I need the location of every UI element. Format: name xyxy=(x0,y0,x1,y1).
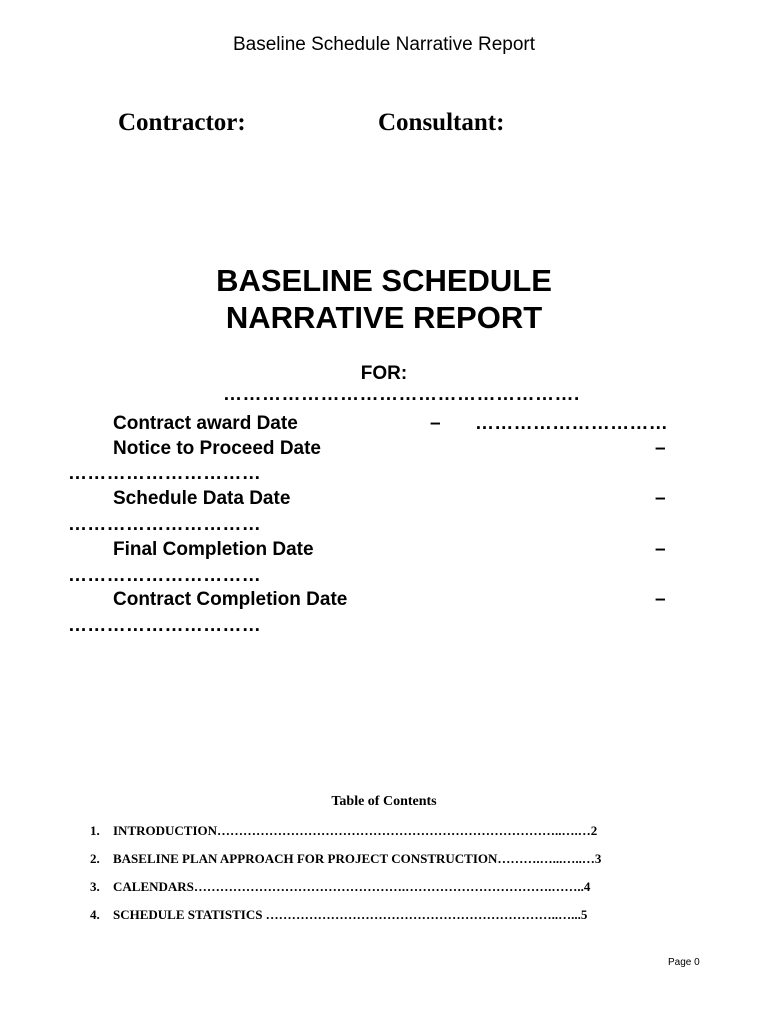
toc-entry-number: 3. xyxy=(90,879,100,894)
notice-to-proceed-date-label: Notice to Proceed Date xyxy=(113,438,321,459)
toc-entry-text: SCHEDULE STATISTICS …………………………………………………………..…...5 xyxy=(113,907,588,922)
report-title-line-1: BASELINE SCHEDULE xyxy=(216,263,552,298)
toc-title: Table of Contents xyxy=(331,794,437,809)
toc-entry[interactable] xyxy=(90,907,684,923)
schedule-data-date-label: Schedule Data Date xyxy=(113,488,291,509)
final-completion-date-label: Final Completion Date xyxy=(113,539,314,560)
toc-entry[interactable] xyxy=(90,823,684,839)
toc-entry[interactable] xyxy=(90,851,684,867)
toc-entry-text: BASELINE PLAN APPROACH FOR PROJECT CONSTRUCTION……….…...…..…3 xyxy=(113,851,602,866)
contract-award-date-value: ………………………… xyxy=(475,413,668,434)
contractor-label: Contractor: xyxy=(118,109,246,136)
final-completion-date-value: ………………………… xyxy=(68,565,261,586)
notice-to-proceed-date-dash: – xyxy=(655,438,666,459)
contract-award-date-label: Contract award Date xyxy=(113,413,298,434)
page-number: Page 0 xyxy=(668,957,700,968)
report-title-line-2: NARRATIVE REPORT xyxy=(225,300,543,335)
contract-completion-date-dash: – xyxy=(655,589,666,610)
schedule-data-date-value: ………………………… xyxy=(68,514,261,535)
toc-entry[interactable] xyxy=(90,879,684,895)
toc-entry-number: 1. xyxy=(90,823,100,838)
consultant-label: Consultant: xyxy=(378,109,505,136)
contract-completion-date-value: ………………………… xyxy=(68,615,261,636)
toc-entry-text: CALENDARS………………………………………….…………………………….……..4 xyxy=(113,879,591,894)
final-completion-date-dash: – xyxy=(655,539,666,560)
contract-completion-date-label: Contract Completion Date xyxy=(113,589,348,610)
contract-award-date-dash: – xyxy=(430,413,441,434)
schedule-data-date-dash: – xyxy=(655,488,666,509)
toc-entry-number: 4. xyxy=(90,907,100,922)
document-header-title: Baseline Schedule Narrative Report xyxy=(232,34,536,55)
notice-to-proceed-date-value: ………………………… xyxy=(68,463,261,484)
for-label: FOR: xyxy=(360,363,408,384)
toc-entry-text: INTRODUCTION……………………………………………………………………..….…2 xyxy=(113,823,598,838)
toc-entry-number: 2. xyxy=(90,851,100,866)
for-value-placeholder: ………………………………………………. xyxy=(223,384,580,405)
